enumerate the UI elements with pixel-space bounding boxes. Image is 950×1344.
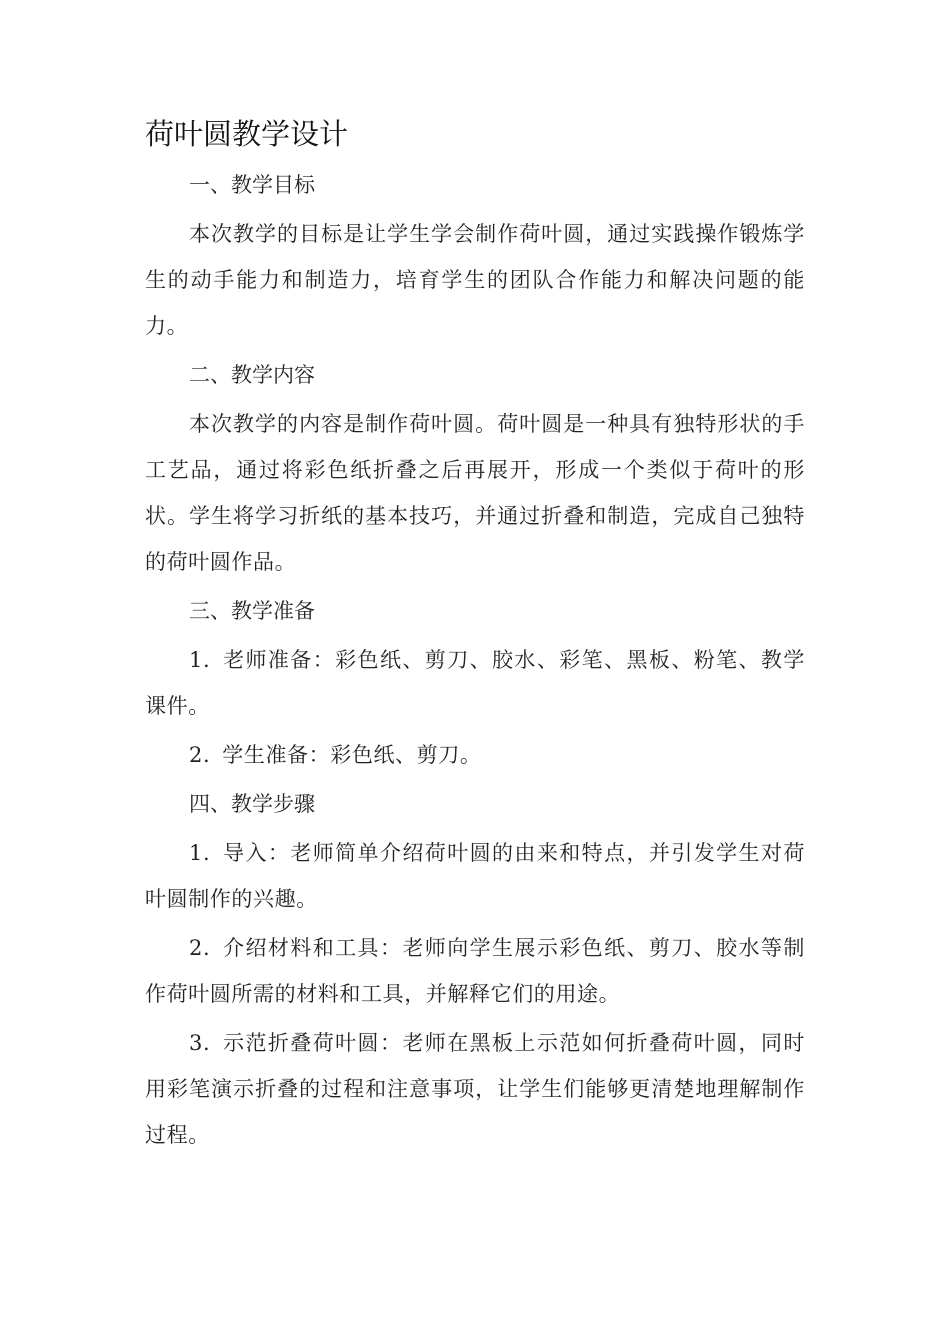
list-item-text: 学生准备：彩色纸、剪刀。 xyxy=(222,743,482,767)
list-item-text: 老师准备：彩色纸、剪刀、胶水、彩笔、黑板、粉笔、教学课件。 xyxy=(145,648,805,718)
list-number: 3. xyxy=(189,1031,211,1055)
list-item xyxy=(145,925,805,1017)
list-number: 1. xyxy=(189,648,211,672)
section-heading-goals: 一、教学目标 xyxy=(189,173,315,197)
list-item-text: 导入：老师简单介绍荷叶圆的由来和特点，并引发学生对荷叶圆制作的兴趣。 xyxy=(145,841,805,911)
list-item xyxy=(145,1020,805,1158)
paragraph-content: 本次教学的内容是制作荷叶圆。荷叶圆是一种具有独特形状的手工艺品，通过将彩色纸折叠之后再展开，形成一个类似于荷叶的形状。学生将学习折纸的基本技巧，并通过折叠和制造，完成自己独特的荷叶圆作品。 xyxy=(145,412,805,574)
section-heading-content: 二、教学内容 xyxy=(189,363,315,387)
section-heading-steps: 四、教学步骤 xyxy=(189,792,315,816)
list-number: 2. xyxy=(189,936,211,960)
list-item xyxy=(145,830,805,922)
list-number: 2. xyxy=(189,743,211,767)
list-item xyxy=(145,637,805,729)
document-title: 荷叶圆教学设计 xyxy=(145,117,349,151)
document-body xyxy=(145,112,805,1161)
list-item xyxy=(145,732,805,778)
section-heading-preparation: 三、教学准备 xyxy=(189,599,315,623)
list-number: 1. xyxy=(189,841,211,865)
paragraph-goals: 本次教学的目标是让学生学会制作荷叶圆，通过实践操作锻炼学生的动手能力和制造力，培育学生的团队合作能力和解决问题的能力。 xyxy=(145,222,805,338)
list-item-text: 示范折叠荷叶圆：老师在黑板上示范如何折叠荷叶圆，同时用彩笔演示折叠的过程和注意事项，让学生们能够更清楚地理解制作过程。 xyxy=(145,1031,805,1147)
list-item-text: 介绍材料和工具：老师向学生展示彩色纸、剪刀、胶水等制作荷叶圆所需的材料和工具，并解释它们的用途。 xyxy=(145,936,805,1006)
